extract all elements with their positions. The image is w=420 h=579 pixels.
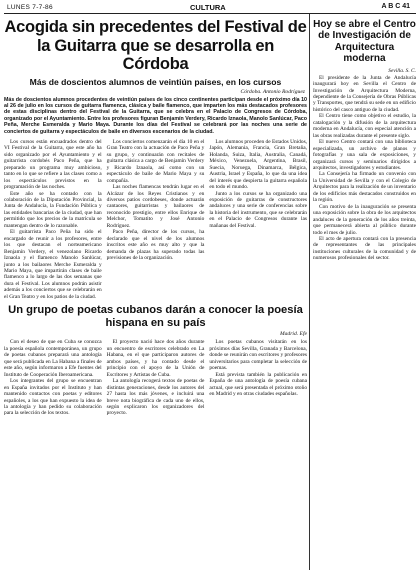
paragraph: Con el deseo de que en Cuba se conozca la poesía española contemporánea, un grupo de poetas cubanos preparará una antología que será publicada en La Habana a finales de este año, según informaron a Efe fuentes del Instituto de Cooperación Iberoamericana. — [4, 339, 102, 378]
paragraph: Paco Peña, director de los cursos, ha declarado que el nivel de los alumnos inscritos este año es muy alto y que la demanda de plazas ha superado todas las previsiones de la organización. — [106, 229, 205, 262]
side-byline: Sevilla. S. C. — [388, 67, 416, 74]
main-headline: Acogida sin precedentes del Festival de la Guitarra que se desarrolla en Córdoba — [4, 18, 307, 73]
second-body-columns — [4, 339, 307, 416]
paragraph: Los alumnos proceden de Estados Unidos, Japón, Alemania, Francia, Gran Bretaña, Holanda, Suiza, Italia, Australia, Canadá, México, Venezuela, Argentina, Brasil, Suecia, Noruega, Dinamarca, Bélgica, Austria, Israel y España, lo que da una idea del interés que despierta la guitarra española en todo el mundo. — [209, 138, 308, 191]
page-header — [4, 3, 416, 13]
paragraph: Junto a los cursos se ha organizado una exposición de guitarras de constructores andaluces y una serie de conferencias sobre la historia del instrumento, que se celebrarán en el Palacio de Congresos durante las mañanas del Festival. — [209, 190, 308, 229]
paragraph: El nuevo Centro contará con una biblioteca especializada, un archivo de planos y fotografías y una sala de exposiciones, y organizará cursos y seminarios dirigidos a arquitectos, investigadores y estudiantes. — [313, 139, 416, 171]
paragraph: El proyecto nació hace dos años durante un encuentro de escritores celebrado en La Habana, en el que participaron autores de ambos países, y ha contado desde el principio con el apoyo de la Unión de Escritores y Artistas de Cuba. — [106, 339, 205, 378]
main-lead: Más de doscientos alumnos procedentes de veintiún países de los cinco continentes participan desde el próximo día 10 al 26 de julio en los cursos de guitarra flamenca, clásica y baile flamenco, que imparten los más destacados profesores de estas disciplinas dentro del Festival de la Guitarra, que se celebra en el Palacio de Congresos de Córdoba, organizado por el Ayuntamiento. Entre los profesores figuran Benjamín Verdery, Ricardo Iznaola, Manolo Sanlúcar, Paco Peña, Merche Esmeralda y Mario Maya. Durante los días del Festival se celebrará por las noches una serie de conciertos de guitarra y espectáculos de baile en diversos escenarios de la ciudad. — [4, 96, 307, 135]
side-body — [313, 75, 416, 262]
main-body-column-1 — [4, 139, 102, 300]
paragraph: El Centro tiene como objetivo el estudio, la catalogación y la difusión de la arquitectura moderna en Andalucía, con especial atención a las obras realizadas durante el presente siglo. — [313, 113, 416, 139]
paragraph: El guitarrista Paco Peña ha sido el encargado de reunir a los profesores, entre los que destacan el norteamericano Benjamín Verdery, el venezolano Ricardo Iznaola y el flamenco Manolo Sanlúcar, junto a los bailaores Merche Esmeralda y Mario Maya, que impartirán clases de baile flamenco a lo largo de las dos semanas que dura el Festival. Los alumnos podrán asistir además a los conciertos que se celebrarán en el Gran Teatro y en los patios de la ciudad. — [4, 229, 102, 300]
paragraph: Los cursos están encuadrados dentro del VI Festival de la Guitarra, que este año ha sido organizado por el Ayuntamiento y el guitarrista cordobés Paco Peña, que ha preparado un programa muy ambicioso, tanto en lo que se refiere a las clases como a los espectáculos previstos en la programación de las noches. — [4, 138, 102, 191]
second-byline: Madrid. Efe — [279, 331, 307, 338]
main-body-column-2 — [107, 139, 205, 300]
second-headline: Un grupo de poetas cubanos darán a conocer la poesía hispana en su país — [8, 304, 303, 329]
paragraph: El presidente de la Junta de Andalucía inaugurará hoy en Sevilla el Centro de Investigación de Arquitectura Moderna, dependiente de la Consejería de Obras Públicas y Transportes, que tendrá su sede en un edificio histórico del casco antiguo de la ciudad. — [313, 74, 416, 113]
main-column — [4, 14, 307, 572]
second-body-column-2 — [107, 339, 205, 416]
header-page-number: A B C 41 — [381, 3, 410, 10]
paragraph: Las noches flamencas tendrán lugar en el Alcázar de los Reyes Cristianos y en diversos patios cordobeses, donde actuarán cantaores, guitarristas y bailaores de reconocido prestigio, entre ellos Enrique de Melchor, Tomatito y José Antonio Rodríguez. — [106, 184, 205, 229]
header-section: CULTURA — [190, 3, 226, 12]
paragraph: Está prevista también la publicación en España de una antología de poesía cubana actual, que será presentada el próximo otoño en Madrid y en otras ciudades españolas. — [209, 371, 308, 398]
second-body-column-3 — [209, 339, 307, 416]
column-divider — [309, 14, 310, 570]
header-date: LUNES 7-7-86 — [7, 4, 53, 11]
paragraph: Los integrantes del grupo se encuentran en España invitados por el Instituto y han mantenido contactos con poetas y editores españoles, a los que han expuesto la idea de la antología y han pedido su colaboración para la selección de los textos. — [4, 378, 102, 417]
second-body-column-1 — [4, 339, 102, 416]
paragraph: Este año se ha contado con la colaboración de la Diputación Provincial, la Junta de Andalucía, la Fundación Pública y las entidades bancarias de la ciudad, que han permitido que los precios de la matrícula se mantengan dentro de lo razonable. — [4, 190, 102, 229]
paragraph: Con motivo de la inauguración se presenta una exposición sobre la obra de los arquitectos andaluces de la generación de los años treinta, que permanecerá abierta al público durante todo el mes de julio. — [313, 203, 416, 236]
side-column — [313, 14, 416, 572]
main-body-columns — [4, 139, 307, 300]
paragraph: La antología recogerá textos de poetas de distintas generaciones, desde los autores del 27 hasta los más jóvenes, e incluirá una breve nota biográfica de cada uno de ellos, según explicaron los organizadores del proyecto. — [106, 378, 205, 417]
paragraph: Los poetas cubanos visitarán en los próximos días Sevilla, Granada y Barcelona, donde se reunirán con escritores y profesores universitarios para completar la selección de poemas. — [209, 339, 308, 372]
paragraph: Los conciertos comenzarán el día 10 en el Gran Teatro con la actuación de Paco Peña y su grupo, y continuarán con recitales de guitarra clásica a cargo de Benjamín Verdery y Ricardo Iznaola, así como con un espectáculo de baile de Mario Maya y su compañía. — [106, 138, 205, 184]
main-byline: Córdoba. Antonio Rodríguez — [240, 88, 305, 95]
side-headline: Hoy se abre el Centro de Investigación de Arquitectura moderna — [313, 19, 416, 65]
paragraph: La Consejería ha firmado un convenio con la Universidad de Sevilla y con el Colegio de Arquitectos para la realización de un inventario de los edificios más destacados construidos en la región. — [313, 171, 416, 204]
paragraph: El acto de apertura contará con la presencia de representantes de las principales instituciones culturales de la comunidad y de numerosos profesionales del sector. — [313, 235, 416, 262]
main-body-column-3 — [209, 139, 307, 300]
main-deck: Más de doscientos alumnos de veintiún países, en los cursos — [29, 76, 282, 87]
